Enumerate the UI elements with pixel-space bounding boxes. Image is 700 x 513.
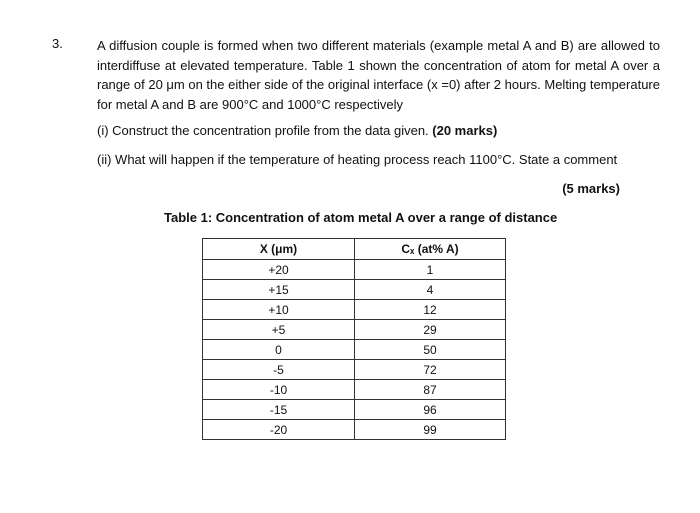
table-caption: Table 1: Concentration of atom metal A over a range of distance — [164, 210, 558, 225]
part-i-text: (i) Construct the concentration profile from the data given. — [97, 123, 433, 138]
table-row — [203, 380, 506, 400]
question-paragraph: A diffusion couple is formed when two different materials (example metal A and B) are allowed to interdiffuse at elevated temperature. Table 1 shown the concentration of atom for metal A over a range of 20 μm on the either side of the original interface (x =0) after 2 hours. Melting temperature for metal A and B are 900°C and 1000°C respectively — [97, 38, 660, 112]
cell-cx: 1 — [355, 260, 506, 280]
cell-x: +20 — [203, 260, 355, 280]
cell-cx: 50 — [355, 340, 506, 360]
cell-x: -10 — [203, 380, 355, 400]
table-row — [203, 400, 506, 420]
table-row — [203, 300, 506, 320]
cell-x: -15 — [203, 400, 355, 420]
cell-x: +10 — [203, 300, 355, 320]
header-x: X (μm) — [203, 239, 355, 260]
part-ii-text: (ii) What will happen if the temperature of heating process reach 1100°C. State a comment — [97, 152, 618, 167]
header-cx: Cₓ (at% A) — [355, 239, 506, 260]
table-row — [203, 360, 506, 380]
cell-cx: 12 — [355, 300, 506, 320]
cell-x: -5 — [203, 360, 355, 380]
cell-cx: 99 — [355, 420, 506, 440]
cell-x: +15 — [203, 280, 355, 300]
cell-x: +5 — [203, 320, 355, 340]
cell-x: -20 — [203, 420, 355, 440]
table-row — [203, 280, 506, 300]
cell-cx: 29 — [355, 320, 506, 340]
table-row — [203, 260, 506, 280]
question-number: 3. — [52, 36, 63, 51]
cell-cx: 87 — [355, 380, 506, 400]
table-row — [203, 320, 506, 340]
concentration-table — [202, 238, 506, 440]
cell-cx: 96 — [355, 400, 506, 420]
cell-cx: 4 — [355, 280, 506, 300]
cell-x: 0 — [203, 340, 355, 360]
part-i — [97, 123, 497, 138]
table-row — [203, 420, 506, 440]
table-row — [203, 340, 506, 360]
table-header-row — [203, 239, 506, 260]
cell-cx: 72 — [355, 360, 506, 380]
part-ii-marks: (5 marks) — [562, 181, 620, 196]
part-i-marks: (20 marks) — [432, 123, 498, 138]
